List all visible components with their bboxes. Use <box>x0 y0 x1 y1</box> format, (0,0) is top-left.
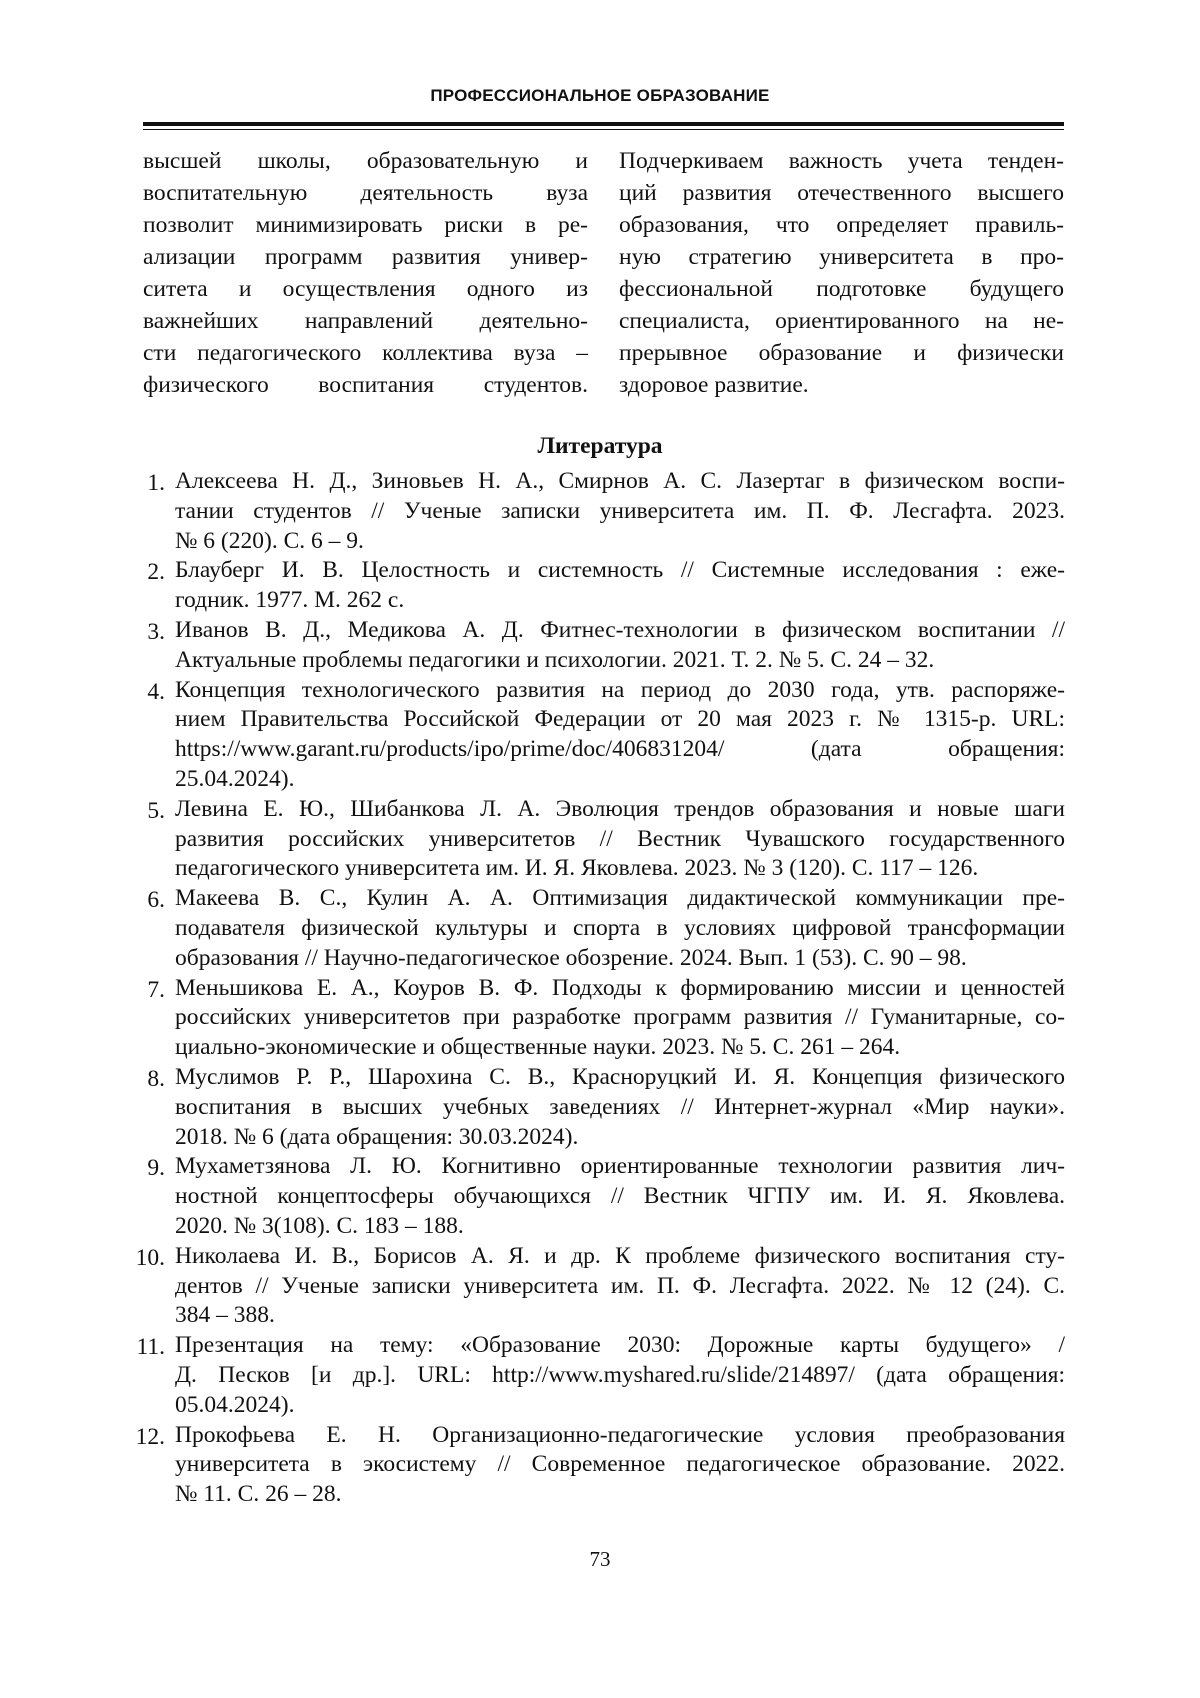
reference-list <box>120 467 1065 1510</box>
reference-item <box>120 1242 1065 1331</box>
reference-line: Меньшикова Е. А., Коуров В. Ф. Подходы к формированию миссии и ценностей <box>175 974 1065 1001</box>
reference-line: 2018. № 6 (дата обращения: 30.03.2024). <box>175 1123 579 1150</box>
reference-line: Д. Песков [и др.]. URL: http://www.myshared.ru/slide/214897/ (дата обращения: <box>175 1361 1065 1388</box>
reference-line: подавателя физической культуры и спорта в условиях цифровой трансформации <box>175 914 1065 941</box>
reference-item <box>120 676 1065 795</box>
reference-item <box>120 467 1065 556</box>
reference-line: Актуальные проблемы педагогики и психологии. 2021. Т. 2. № 5. С. 24 – 32. <box>175 646 935 673</box>
text-line: важнейших направлений деятельно- <box>143 308 588 334</box>
reference-item <box>120 795 1065 884</box>
reference-line: Муслимов Р. Р., Шарохина С. В., Красноруцкий И. Я. Концепция физического <box>175 1063 1065 1090</box>
reference-line: Мухаметзянова Л. Ю. Когнитивно ориентированные технологии развития лич- <box>175 1153 1065 1180</box>
text-line: сти педагогического коллектива вуза – <box>143 340 588 366</box>
text-line: образования, что определяет правиль- <box>619 212 1064 238</box>
reference-item <box>120 556 1065 616</box>
reference-line: университета в экосистему // Современное педагогическое образование. 2022. <box>175 1451 1065 1478</box>
literature-heading: Литература <box>537 433 663 459</box>
page-number: 73 <box>589 1547 611 1571</box>
text-line: фессиональной подготовке будущего <box>619 276 1064 302</box>
reference-line: ностной концептосферы обучающихся // Вестник ЧГПУ им. И. Я. Яковлева. <box>175 1183 1065 1210</box>
reference-number: 11. <box>136 1334 165 1361</box>
left-column-text <box>143 145 588 401</box>
reference-line: Макеева В. С., Кулин А. А. Оптимизация дидактической коммуникации пре- <box>175 885 1065 912</box>
reference-line: Блауберг И. В. Целостность и системность // Системные исследования : еже- <box>175 557 1065 584</box>
text-line: ситета и осуществления одного из <box>143 276 588 302</box>
reference-line: Николаева И. В., Борисов А. Я. и др. К проблеме физического воспитания сту- <box>175 1242 1065 1269</box>
reference-number: 4. <box>147 678 165 705</box>
reference-item <box>120 974 1065 1063</box>
text-line: ную стратегию университета в про- <box>619 244 1064 270</box>
reference-line: https://www.garant.ru/products/ipo/prime/doc/406831204/ (дата обращения: <box>175 736 1065 763</box>
reference-item <box>120 1421 1065 1510</box>
reference-line: Иванов В. Д., Медикова А. Д. Фитнес-технологии в физическом воспитании // <box>175 616 1065 643</box>
reference-line: воспитания в высших учебных заведениях // Интернет-журнал «Мир науки». <box>175 1093 1065 1120</box>
text-line: позволит минимизировать риски в ре- <box>143 212 588 238</box>
reference-line: Прокофьева Е. Н. Организационно-педагогические условия преобразования <box>175 1421 1065 1448</box>
text-line: прерывное образование и физически <box>619 340 1064 366</box>
reference-line: Презентация на тему: «Образование 2030: Дорожные карты будущего» / <box>175 1332 1065 1359</box>
reference-line: нием Правительства Российской Федерации от 20 мая 2023 г. № 1315-р. URL: <box>175 706 1065 733</box>
reference-line: 25.04.2024). <box>175 765 295 792</box>
reference-number: 1. <box>147 470 165 496</box>
right-column-text <box>619 145 1064 401</box>
reference-line: Левина Е. Ю., Шибанкова Л. А. Эволюция трендов образования и новые шаги <box>175 795 1065 822</box>
reference-number: 12. <box>135 1423 165 1450</box>
reference-line: развития российских университетов // Вестник Чувашского государственного <box>175 825 1065 852</box>
text-line: Подчеркиваем важность учета тенден- <box>619 148 1064 174</box>
reference-line: 05.04.2024). <box>175 1391 295 1418</box>
reference-line: № 6 (220). С. 6 – 9. <box>175 527 364 554</box>
reference-line: Алексеева Н. Д., Зиновьев Н. А., Смирнов А. С. Лазертаг в физическом воспи- <box>175 468 1065 494</box>
reference-line: педагогического университета им. И. Я. Яковлева. 2023. № 3 (120). С. 117 – 126. <box>175 855 979 882</box>
reference-line: годник. 1977. М. 262 с. <box>175 587 405 614</box>
reference-line: Концепция технологического развития на период до 2030 года, утв. распоряже- <box>175 676 1065 703</box>
running-header: ПРОФЕССИОНАЛЬНОЕ ОБРАЗОВАНИЕ <box>430 86 770 105</box>
text-line: физического воспитания студентов. <box>143 372 588 398</box>
reference-item <box>120 884 1065 973</box>
text-line: высшей школы, образовательную и <box>143 148 588 174</box>
text-line: воспитательную деятельность вуза <box>143 180 588 206</box>
reference-line: 384 – 388. <box>175 1302 275 1329</box>
reference-line: дентов // Ученые записки университета им. П. Ф. Лесгафта. 2022. № 12 (24). С. <box>175 1272 1065 1299</box>
reference-line: № 11. С. 26 – 28. <box>175 1481 342 1508</box>
reference-item <box>120 616 1065 676</box>
reference-number: 10. <box>135 1244 165 1271</box>
reference-item <box>120 1331 1065 1420</box>
text-line: ций развития отечественного высшего <box>619 180 1064 206</box>
reference-number: 2. <box>147 559 165 586</box>
reference-number: 7. <box>147 976 165 1003</box>
reference-item <box>120 1152 1065 1241</box>
reference-line: циально-экономические и общественные науки. 2023. № 5. С. 261 – 264. <box>175 1034 901 1061</box>
header-rule-thin <box>143 129 1064 130</box>
reference-number: 5. <box>147 797 165 824</box>
reference-number: 3. <box>147 618 165 645</box>
reference-number: 8. <box>147 1065 165 1092</box>
text-line: здоровое развитие. <box>619 372 809 398</box>
header-rule-thick <box>143 122 1064 126</box>
reference-item <box>120 1063 1065 1152</box>
reference-line: образования // Научно-педагогическое обозрение. 2024. Вып. 1 (53). С. 90 – 98. <box>175 944 967 971</box>
reference-line: российских университетов при разработке программ развития // Гуманитарные, со- <box>175 1004 1065 1031</box>
reference-line: тании студентов // Ученые записки университета им. П. Ф. Лесгафта. 2023. <box>175 497 1065 524</box>
text-line: специалиста, ориентированного на не- <box>619 308 1064 334</box>
reference-line: 2020. № 3(108). С. 183 – 188. <box>175 1212 464 1239</box>
reference-number: 6. <box>147 887 165 914</box>
reference-number: 9. <box>147 1155 165 1182</box>
text-line: ализации программ развития универ- <box>143 244 588 270</box>
